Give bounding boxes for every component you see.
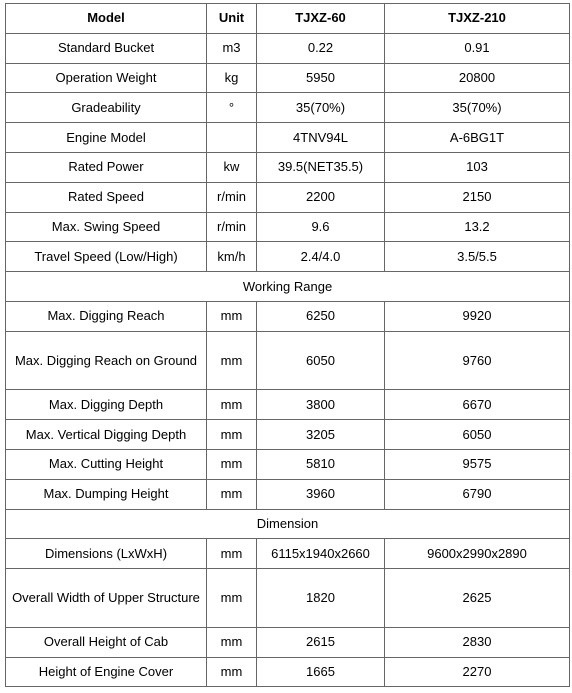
table-row (6, 152, 570, 182)
header-unit: Unit (207, 4, 257, 34)
row-value-tjxz210: 6670 (385, 390, 570, 420)
row-value-tjxz60: 1820 (257, 569, 385, 628)
row-value-tjxz60: 4TNV94L (257, 123, 385, 153)
row-unit: m3 (207, 33, 257, 63)
row-value-tjxz60: 39.5(NET35.5) (257, 152, 385, 182)
row-value-tjxz60: 5950 (257, 63, 385, 93)
row-label: Gradeability (6, 93, 207, 123)
row-unit: mm (207, 420, 257, 450)
row-unit: mm (207, 539, 257, 569)
row-label: Rated Speed (6, 182, 207, 212)
table-row (6, 479, 570, 509)
row-value-tjxz210: 9575 (385, 449, 570, 479)
row-value-tjxz210: 3.5/5.5 (385, 242, 570, 272)
row-unit: r/min (207, 182, 257, 212)
table-row (6, 63, 570, 93)
row-value-tjxz60: 5810 (257, 449, 385, 479)
row-value-tjxz60: 6050 (257, 331, 385, 390)
table-row (6, 33, 570, 63)
row-unit: mm (207, 657, 257, 687)
row-label: Dimensions (LxWxH) (6, 539, 207, 569)
section-working-range: Working Range (6, 272, 570, 302)
row-label: Max. Digging Reach (6, 301, 207, 331)
row-unit: mm (207, 627, 257, 657)
header-tjxz60: TJXZ-60 (257, 4, 385, 34)
row-unit: mm (207, 569, 257, 628)
row-unit: kg (207, 63, 257, 93)
row-label: Max. Digging Reach on Ground (6, 331, 207, 390)
section-dimension: Dimension (6, 509, 570, 539)
row-label: Max. Cutting Height (6, 449, 207, 479)
row-value-tjxz60: 2.4/4.0 (257, 242, 385, 272)
row-label: Max. Vertical Digging Depth (6, 420, 207, 450)
row-value-tjxz210: 6050 (385, 420, 570, 450)
row-label: Rated Power (6, 152, 207, 182)
spec-table (5, 3, 570, 687)
row-unit: km/h (207, 242, 257, 272)
row-value-tjxz60: 1665 (257, 657, 385, 687)
row-label: Max. Dumping Height (6, 479, 207, 509)
table-row (6, 390, 570, 420)
row-value-tjxz210: 2625 (385, 569, 570, 628)
row-value-tjxz60: 3205 (257, 420, 385, 450)
row-value-tjxz60: 2200 (257, 182, 385, 212)
table-row (6, 449, 570, 479)
row-value-tjxz210: A-6BG1T (385, 123, 570, 153)
row-unit: ° (207, 93, 257, 123)
row-value-tjxz210: 6790 (385, 479, 570, 509)
table-row (6, 420, 570, 450)
section-row (6, 272, 570, 302)
header-tjxz210: TJXZ-210 (385, 4, 570, 34)
row-label: Height of Engine Cover (6, 657, 207, 687)
header-row (6, 4, 570, 34)
table-row (6, 182, 570, 212)
table-row (6, 657, 570, 687)
row-unit: mm (207, 449, 257, 479)
row-unit: r/min (207, 212, 257, 242)
row-value-tjxz60: 35(70%) (257, 93, 385, 123)
row-value-tjxz210: 2270 (385, 657, 570, 687)
row-label: Engine Model (6, 123, 207, 153)
row-value-tjxz210: 35(70%) (385, 93, 570, 123)
row-value-tjxz210: 103 (385, 152, 570, 182)
row-value-tjxz60: 6250 (257, 301, 385, 331)
row-label: Travel Speed (Low/High) (6, 242, 207, 272)
table-row (6, 569, 570, 628)
table-row (6, 627, 570, 657)
row-unit (207, 123, 257, 153)
table-row (6, 301, 570, 331)
table-row (6, 93, 570, 123)
table-row (6, 331, 570, 390)
row-value-tjxz60: 6115x1940x2660 (257, 539, 385, 569)
row-value-tjxz210: 9920 (385, 301, 570, 331)
row-unit: mm (207, 331, 257, 390)
row-value-tjxz210: 2150 (385, 182, 570, 212)
table-row (6, 212, 570, 242)
row-value-tjxz210: 13.2 (385, 212, 570, 242)
row-label: Overall Width of Upper Structure (6, 569, 207, 628)
row-value-tjxz60: 3960 (257, 479, 385, 509)
row-unit: mm (207, 479, 257, 509)
row-unit: kw (207, 152, 257, 182)
table-row (6, 242, 570, 272)
row-value-tjxz60: 2615 (257, 627, 385, 657)
row-label: Max. Digging Depth (6, 390, 207, 420)
row-value-tjxz210: 0.91 (385, 33, 570, 63)
row-unit: mm (207, 390, 257, 420)
row-unit: mm (207, 301, 257, 331)
row-label: Overall Height of Cab (6, 627, 207, 657)
table-row (6, 539, 570, 569)
row-label: Standard Bucket (6, 33, 207, 63)
row-value-tjxz60: 3800 (257, 390, 385, 420)
row-value-tjxz210: 9600x2990x2890 (385, 539, 570, 569)
row-label: Operation Weight (6, 63, 207, 93)
row-value-tjxz210: 9760 (385, 331, 570, 390)
section-row (6, 509, 570, 539)
row-value-tjxz210: 2830 (385, 627, 570, 657)
row-label: Max. Swing Speed (6, 212, 207, 242)
header-model: Model (6, 4, 207, 34)
table-row (6, 123, 570, 153)
row-value-tjxz60: 9.6 (257, 212, 385, 242)
row-value-tjxz210: 20800 (385, 63, 570, 93)
row-value-tjxz60: 0.22 (257, 33, 385, 63)
